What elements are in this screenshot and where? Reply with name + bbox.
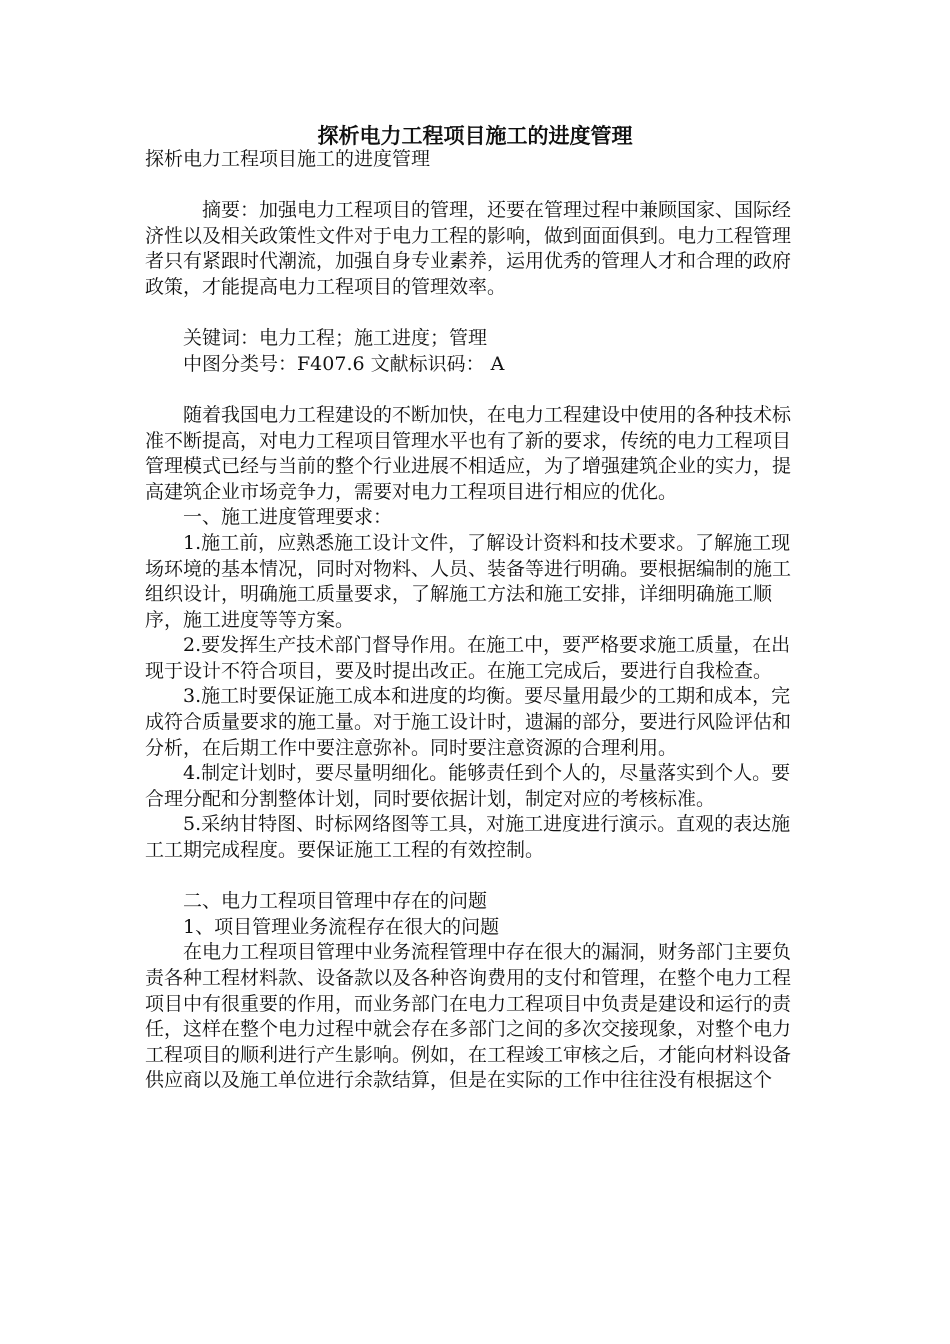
document-body [145,147,805,1094]
requirement-item-2: 2.要发挥生产技术部门督导作用。在施工中，要严格要求施工质量，在出现于设计不符合项目，要及时提出改正。在施工完成后，要进行自我检查。 [145,634,791,682]
requirement-item-5: 5.采纳甘特图、时标网络图等工具，对施工进度进行演示。直观的表达施工工期完成程度。要保证施工工程的有效控制。 [145,813,791,862]
section2-paragraph-1: 在电力工程项目管理中业务流程管理中存在很大的漏洞，财务部门主要负责各种工程材料款、设备款以及各种咨询费用的支付和管理，在整个电力工程项目中有很重要的作用，而业务部门在电力工程项目中负责是建设和运行的责任，这样在整个电力过程中就会存在多部门之间的多次交接现象，对整个电力工程项目的顺利进行产生影响。例如，在工程竣工审核之后，才能向材料设备供应商以及施工单位进行余款结算，但是在实际的工作中往往没有根据这个 [145,941,792,1092]
intro-paragraph: 随着我国电力工程建设的不断加快，在电力工程建设中使用的各种技术标准不断提高，对电力工程项目管理水平也有了新的要求，传统的电力工程项目管理模式已经与当前的整个行业进展不相适应，为了增强建筑企业的实力，提高建筑企业市场竞争力，需要对电力工程项目进行相应的优化。 [145,403,792,503]
section-heading-1: 一、施工进度管理要求： [183,506,393,529]
spacer [145,864,805,890]
abstract-paragraph: 摘要：加强电力工程项目的管理，还要在管理过程中兼顾国家、国际经济性以及相关政策性文件对于电力工程的影响，做到面面俱到。电力工程管理者只有紧跟时代潮流，加强自身专业素养，运用优秀的管理人才和合理的政府政策，才能提高电力工程项目的管理效率。 [145,199,792,298]
requirement-item-4: 4.制定计划时，要尽量明细化。能够责任到个人的，尽量落实到个人。要合理分配和分割整体计划，同时要依据计划，制定对应的考核标准。 [145,762,791,810]
spacer [145,377,805,403]
requirement-item-3: 3.施工时要保证施工成本和进度的均衡。要尽量用最少的工期和成本，完成符合质量要求的施工量。对于施工设计时，遗漏的部分，要进行风险评估和分析，在后期工作中要注意弥补。同时要注意资源的合理利用。 [145,685,792,759]
classification-line: 中图分类号：F407.6 文献标识码： A [183,352,505,375]
section-heading-2: 二、电力工程项目管理中存在的问题 [183,890,488,913]
spacer [145,173,805,199]
subsection-heading-2-1: 1、项目管理业务流程存在很大的问题 [183,915,500,938]
document-subtitle: 探析电力工程项目施工的进度管理 [145,148,431,170]
keywords-line: 关键词：电力工程；施工进度；管理 [183,327,488,350]
spacer [145,301,805,327]
document-title: 探析电力工程项目施工的进度管理 [317,123,633,148]
requirement-item-1: 1.施工前，应熟悉施工设计文件，了解设计资料和技术要求。了解施工现场环境的基本情况，同时对物料、人员、装备等进行明确。要根据编制的施工组织设计，明确施工质量要求，了解施工方法和施工安排，详细明确施工顺序，施工进度等等方案。 [145,531,792,631]
